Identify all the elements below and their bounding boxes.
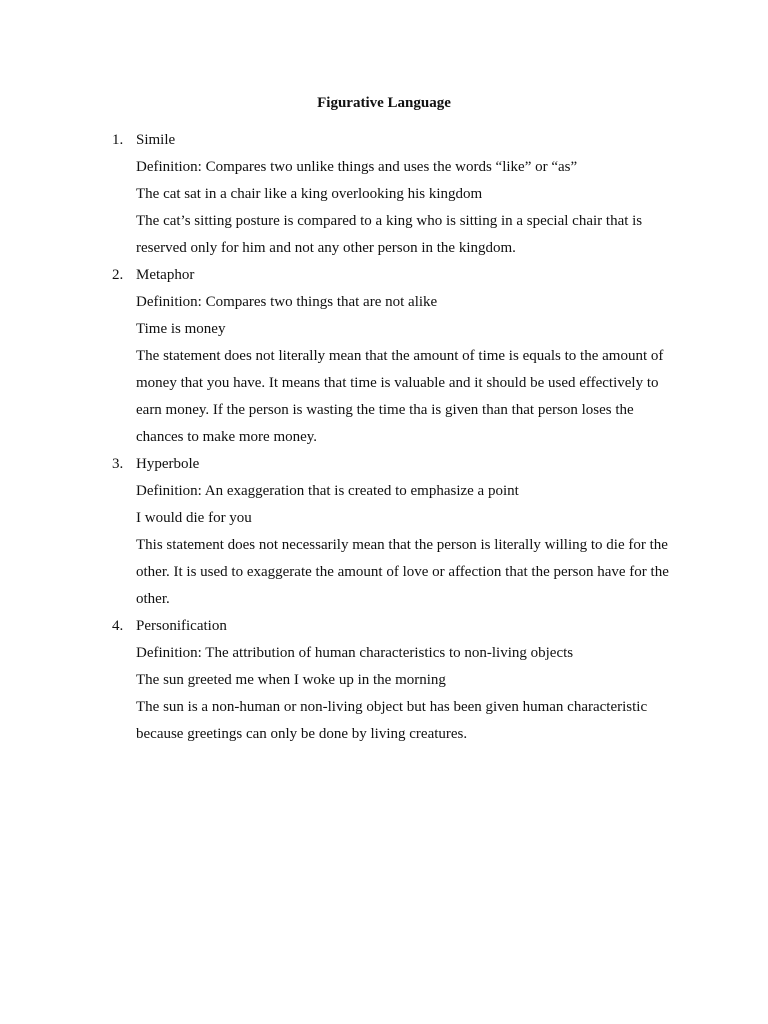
item-explanation-line: earn money. If the person is wasting the time tha is given than that person loses the (136, 402, 634, 418)
item-explanation-line: The sun is a non-human or non-living object but has been given human characteristic (136, 699, 648, 715)
item-number: 2. (112, 267, 124, 283)
item-definition: Definition: Compares two unlike things and uses the words “like” or “as” (136, 159, 578, 175)
item-explanation-line: The statement does not literally mean that the amount of time is equals to the amount of (136, 348, 664, 364)
item-number: 4. (112, 618, 124, 634)
item-term: Simile (136, 132, 176, 148)
list-item-simile (112, 127, 672, 262)
list-item-personification (112, 613, 672, 748)
item-explanation-line: reserved only for him and not any other person in the kingdom. (136, 240, 516, 256)
list-item-metaphor (112, 262, 672, 451)
item-example: Time is money (136, 321, 226, 337)
document-title: Figurative Language (317, 95, 451, 111)
item-explanation-line: because greetings can only be done by living creatures. (136, 726, 468, 742)
item-example: I would die for you (136, 510, 252, 526)
figurative-language-list (112, 127, 672, 748)
list-item-hyperbole (112, 451, 672, 613)
item-explanation-line: chances to make more money. (136, 429, 318, 445)
item-term: Personification (136, 618, 227, 634)
item-term: Hyperbole (136, 456, 200, 472)
item-number: 1. (112, 132, 124, 148)
item-example: The sun greeted me when I woke up in the morning (136, 672, 446, 688)
item-explanation-line: other. (136, 591, 170, 607)
item-explanation-line: This statement does not necessarily mean that the person is literally willing to die for the (136, 537, 668, 553)
item-definition: Definition: The attribution of human characteristics to non-living objects (136, 645, 574, 661)
item-explanation-line: money that you have. It means that time is valuable and it should be used effectively to (136, 375, 659, 391)
item-definition: Definition: An exaggeration that is created to emphasize a point (136, 483, 519, 499)
item-term: Metaphor (136, 267, 195, 283)
item-explanation-line: other. It is used to exaggerate the amount of love or affection that the person have for the (136, 564, 669, 580)
item-definition: Definition: Compares two things that are not alike (136, 294, 438, 310)
item-number: 3. (112, 456, 124, 472)
item-example: The cat sat in a chair like a king overlooking his kingdom (136, 186, 483, 202)
item-explanation-line: The cat’s sitting posture is compared to a king who is sitting in a special chair that is (136, 213, 643, 229)
